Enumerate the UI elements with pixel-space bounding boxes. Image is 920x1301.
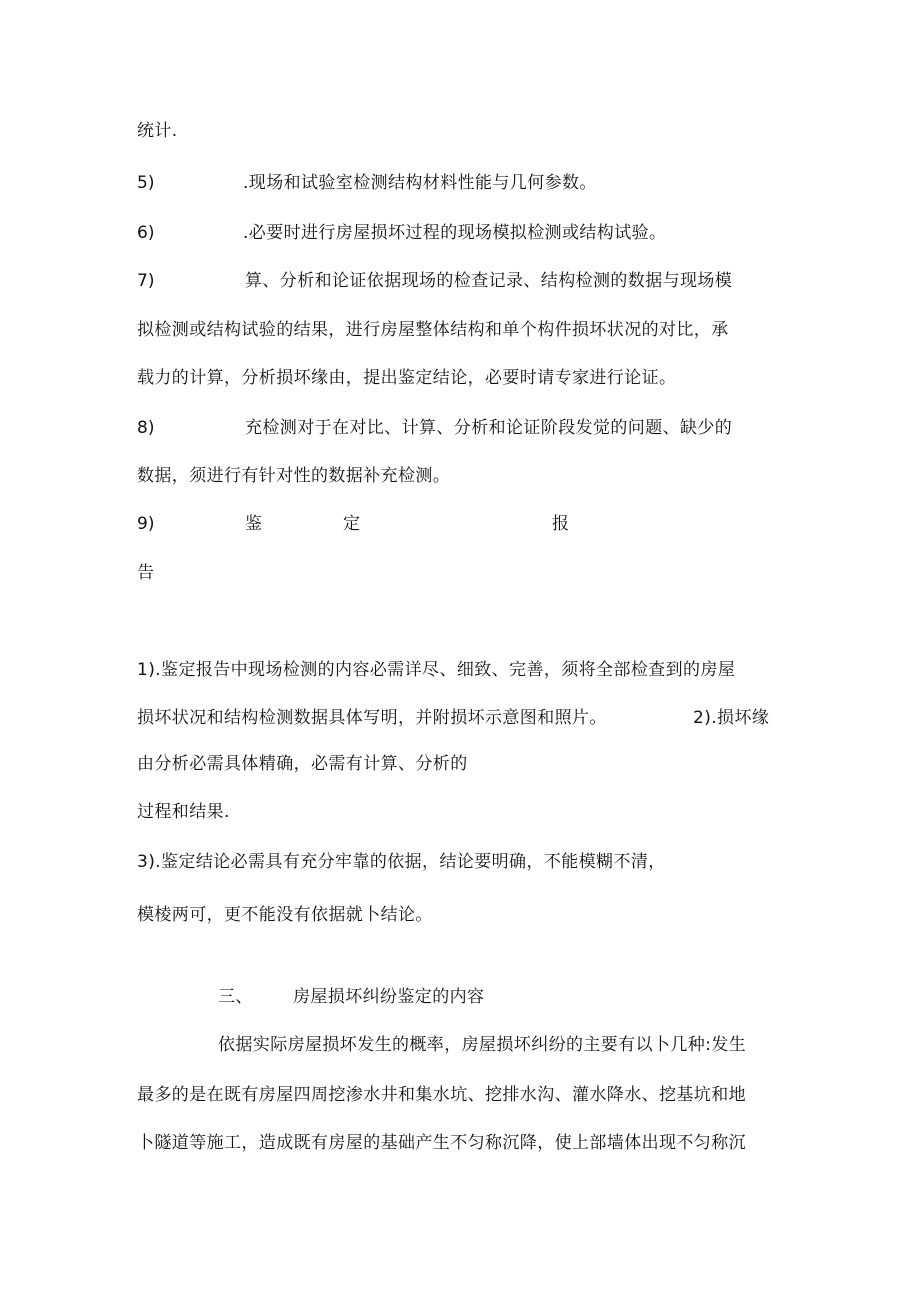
item-text-7: 算、分析和论证依据现场的检查记录、结构检测的数据与现场模 xyxy=(245,271,733,291)
requirement-3: 3).鉴定结论必需具有充分牢靠的依据，结论要明确，不能模糊不清， xyxy=(137,852,666,872)
item-9-word: 告 xyxy=(137,563,154,583)
item-9-word: 定 xyxy=(343,514,360,534)
item-number-7: 7) xyxy=(137,271,155,291)
section-title: 房屋损坏纠纷鉴定的内容 xyxy=(293,987,485,1007)
paragraph-line: 卜隧道等施工，造成既有房屋的基础产生不匀称沉降，使上部墙体出现不匀称沉 xyxy=(137,1133,746,1153)
requirement-2-cont: 由分析必需具体精确，必需有计算、分析的 xyxy=(137,754,468,774)
item-text-6: .必要时进行房屋损坏过程的现场模拟检测或结构试验。 xyxy=(243,223,667,243)
item-number-5: 5) xyxy=(137,173,155,193)
section-number: 三、 xyxy=(218,987,253,1007)
requirement-2-cont: 过程和结果. xyxy=(137,802,230,822)
item-text-7-cont: 载力的计算，分析损坏缘由，提出鉴定结论，必要时请专家进行论证。 xyxy=(137,368,677,388)
text-line: 统计. xyxy=(137,121,178,141)
paragraph-line: 最多的是在既有房屋四周挖渗水井和集水坑、挖排水沟、灌水降水、挖基坑和地 xyxy=(137,1085,746,1105)
item-number-6: 6) xyxy=(137,223,155,243)
item-text-5: .现场和试验室检测结构材料性能与几何参数。 xyxy=(243,173,597,193)
item-text-8: 充检测对于在对比、计算、分析和论证阶段发觉的问题、缺少的 xyxy=(245,418,733,438)
item-text-7-cont: 拟检测或结构试验的结果，进行房屋整体结构和单个构件损坏状况的对比，承 xyxy=(137,320,729,340)
requirement-1: 1).鉴定报告中现场检测的内容必需详尽、细致、完善，须将全部检查到的房屋 xyxy=(137,660,736,680)
item-number-9: 9) xyxy=(137,514,155,534)
item-text-8-cont: 数据，须进行有针对性的数据补充检测。 xyxy=(137,466,451,486)
requirement-2: 2).损坏缘 xyxy=(693,708,770,728)
item-number-8: 8) xyxy=(137,418,155,438)
paragraph-line: 依据实际房屋损坏发生的概率，房屋损坏纠纷的主要有以卜几种:发生 xyxy=(218,1035,747,1055)
item-9-word: 鉴 xyxy=(245,514,262,534)
item-9-word: 报 xyxy=(552,514,569,534)
requirement-3-cont: 模棱两可，更不能没有依据就卜结论。 xyxy=(137,905,433,925)
requirement-1-cont: 损坏状况和结构检测数据具体写明，并附损坏示意图和照片。 xyxy=(137,708,607,728)
